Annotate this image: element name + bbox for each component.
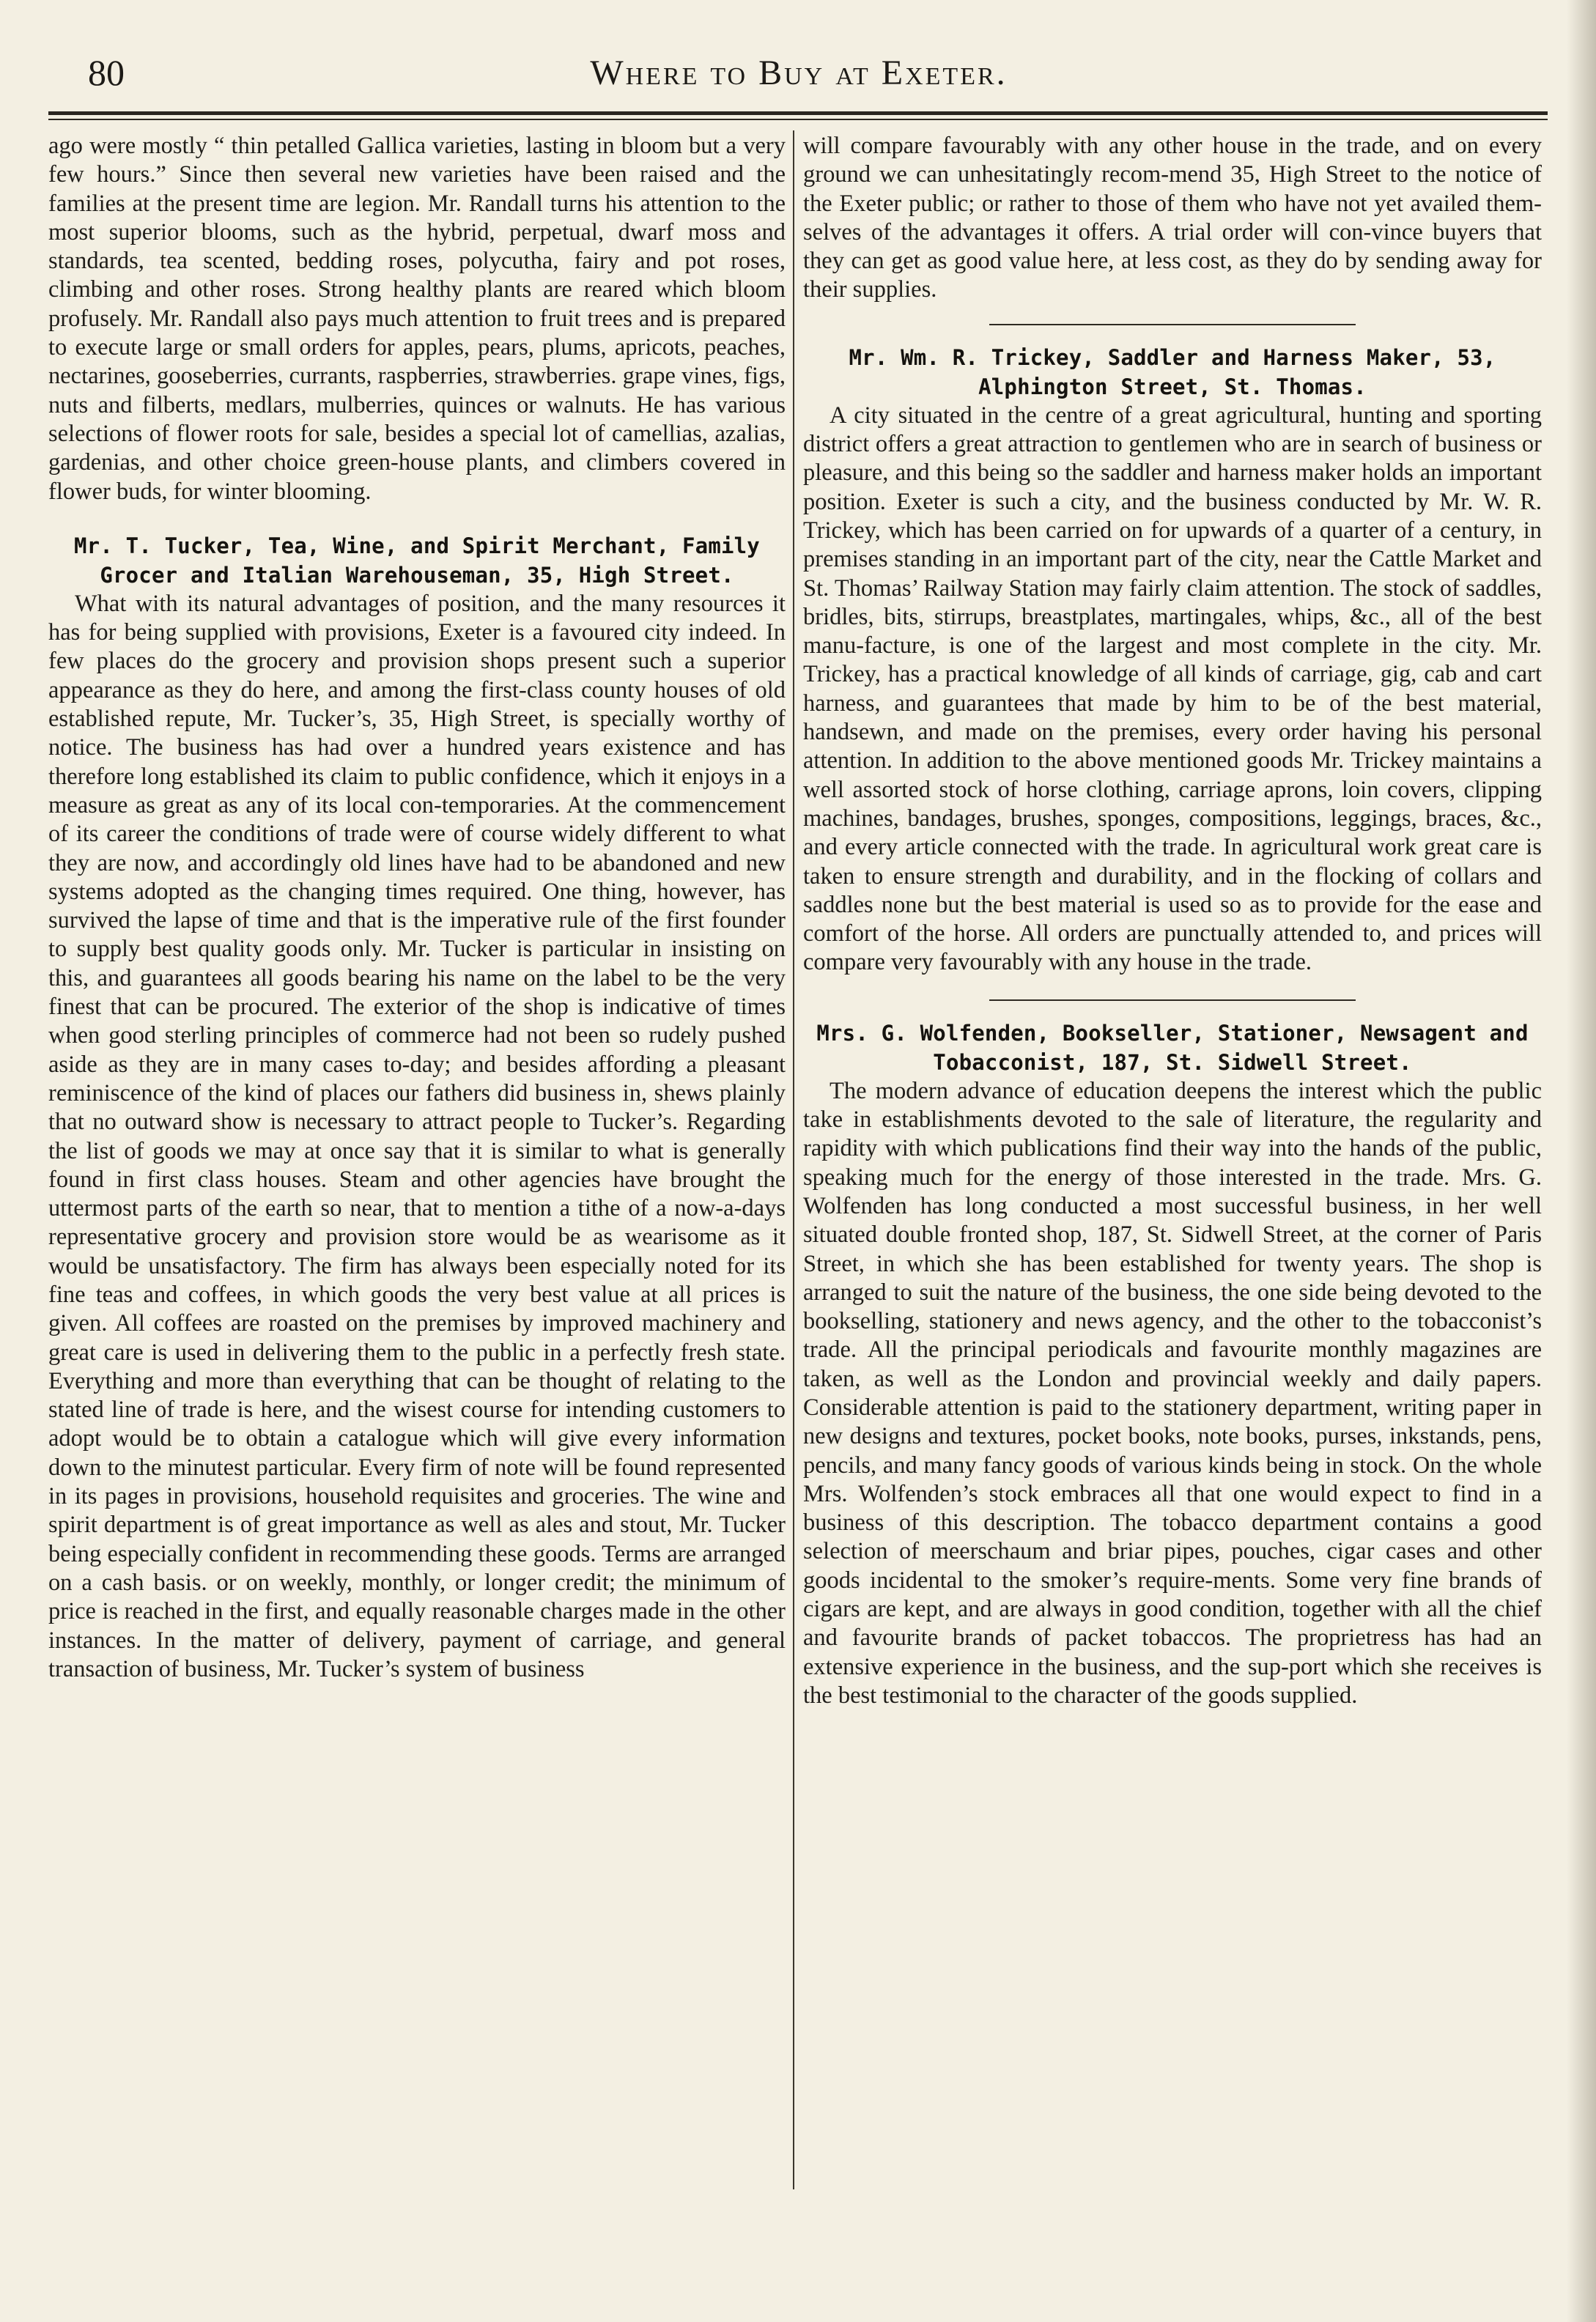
tucker-continued-text: will compare favourably with any other house in the trade, and on every ground we can unhesitatingly recom-mend 35, High Street to the notice of the Exeter public; or rather to those of them who have not yet availed them-selves of the advantages it offers. A trial order will con-vince buyers that they can get as good value here, at less cost, as they do by sending away for their supplies. [803, 133, 1542, 303]
header-rule-thick [48, 111, 1548, 115]
right-column [803, 132, 1542, 1710]
tucker-heading: Mr. T. Tucker, Tea, Wine, and Spirit Merchant, Family Grocer and Italian Warehouseman, 35, High Street. [74, 533, 760, 588]
page-number: 80 [88, 52, 125, 93]
left-column [48, 132, 786, 1684]
page-edge-shadow [1567, 0, 1596, 2322]
wolfenden-heading: Mrs. G. Wolfenden, Bookseller, Stationer, Newsagent and Tobacconist, 187, St. Sidwell Street. [816, 1020, 1529, 1075]
trickey-heading: Mr. Wm. R. Trickey, Saddler and Harness Maker, 53, Alphington Street, St. Thomas. [849, 344, 1496, 399]
tucker-body: What with its natural advantages of position, and the many resources it has for being supplied with provisions, Exeter is a favoured city indeed. In few places do the grocery and provision shops present such a superior appearance as they do here, and among the first-class county houses of old established repute, Mr. Tucker’s, 35, High Street, is specially worthy of notice. The business has had over a hundred years existence and has therefore long established its claim to public confidence, which it enjoys in a measure as great as any of its local con-temporaries. At the commencement of its career the conditions of trade were of course widely different to what they are now, and accordingly old lines have had to be abandoned and new systems adopted as the changing times required. One thing, however, has survived the lapse of time and that is the imperative rule of the first founder to supply best quality goods only. Mr. Tucker is particular in insisting on this, and guarantees all goods bearing his name on the label to be the very finest that can be procured. The exterior of the shop is indicative of times when good sterling principles of commerce had not been so rudely pushed aside as they are in many cases to-day; and besides affording a pleasant reminiscence of the kind of places our fathers did business in, shews plainly that no outward show is necessary to attract people to Tucker’s. Regarding the list of goods we may at once say that it is similar to what is generally found in first class houses. Steam and other agencies have brought the uttermost parts of the earth so near, that to mention a tithe of a now-a-days representative grocery and provision store would be as wearisome as it would be unsatisfactory. The firm has always been especially noted for its fine teas and coffees, in which goods the very best value at all prices is given. All coffees are roasted on the premises by improved machinery and great care is used in delivering them to the public in a perfectly fresh state. Everything and more than everything that can be thought of relating to the stated line of trade is here, and the wisest course for intending customers to adopt would be to obtain a catalogue which will give every information down to the minutest particular. Every firm of note will be found represented in its pages in provisions, household requisites and groceries. The wine and spirit department is of great importance as well as ales and stout, Mr. Tucker being especially confident in recommending these goods. Terms are arranged on a cash basis. or on weekly, monthly, or longer credit; the minimum of price is reached in the first, and equally reasonable charges made in the other instances. In the matter of delivery, payment of carriage, and general transaction of business, Mr. Tucker’s system of business [48, 590, 786, 1682]
running-title: Where to Buy at Exeter. [590, 53, 1008, 92]
page-header [51, 44, 1546, 103]
wolfenden-body: The modern advance of education deepens the interest which the public take in establishments devoted to the sale of literature, the regularity and rapidity with which publications find their way into the hands of the public, speaking much for the energy of those interested in the trade. Mrs. G. Wolfenden has long conducted a most successful business, in her well situated double fronted shop, 187, St. Sidwell Street, at the corner of Paris Street, in which she has been established for twenty years. The shop is arranged to suit the nature of the business, the one side being devoted to the bookselling, stationery and news agency, and the other to the tobacconist’s trade. All the principal periodicals and favourite monthly magazines are taken, as well as the London and provincial weekly and daily papers. Considerable attention is paid to the stationery department, writing paper in new designs and textures, pocket books, note books, purses, inkstands, pens, pencils, and many fancy goods of various kinds being in stock. On the whole Mrs. Wolfenden’s stock embraces all that one would expect to find in a business of this description. The tobacco department contains a good selection of meerschaum and briar pipes, pouches, cigar cases and other goods incidental to the smoker’s require-ments. Some very fine brands of cigars are kept, and are always in good condition, together with all the chief and favourite brands of packet tobaccos. The proprietress has had an extensive experience in the business, and the sup-port which she receives is the best testimonial to the character of the goods supplied. [803, 1077, 1542, 1709]
randall-continued-text: ago were mostly “ thin petalled Gallica varieties, lasting in bloom but a very few hours.” Since then several new varieties have been raised and the families at the present time are legion. Mr. Randall turns his attention to the most superior blooms, such as the hybrid, perpetual, dwarf moss and standards, tea scented, bedding roses, polycutha, fairy and pot roses, climbing and other roses. Strong healthy plants are reared which bloom profusely. Mr. Randall also pays much attention to fruit trees and is prepared to execute large or small orders for apples, pears, plums, apricots, peaches, nectarines, gooseberries, currants, raspberries, strawberries. grape vines, figs, nuts and filberts, medlars, mulberries, quinces or walnuts. He has various selections of flower roots for sale, besides a special lot of camellias, azalias, gardenias, and other choice green-house plants, and climbers covered in flower buds, for winter blooming. [48, 133, 786, 505]
column-divider [793, 130, 794, 2189]
header-rule-thin [48, 119, 1548, 120]
trickey-body: A city situated in the centre of a great agricultural, hunting and sporting district offers a great attraction to gentlemen who are in search of business or pleasure, and this being so the saddler and harness maker holds an important position. Exeter is such a city, and the business conducted by Mr. W. R. Trickey, which has been carried on for upwards of a quarter of a century, in premises standing in an important part of the city, near the Cattle Market and St. Thomas’ Railway Station may fairly claim attention. The stock of saddles, bridles, bits, stirrups, breastplates, martingales, whips, &c., all of the best manu-facture, is one of the largest and most complete in the city. Mr. Trickey, has a practical knowledge of all kinds of carriage, gig, cab and cart harness, and guarantees that made by him to be of the best material, handsewn, and made on the premises, every order having his personal attention. In addition to the above mentioned goods Mr. Trickey maintains a well assorted stock of horse clothing, carriage aprons, loin covers, clipping machines, bandages, brushes, sponges, compositions, leggings, braces, &c., and every article connected with the trade. In agricultural work great care is taken to ensure strength and durability, and in the flocking of collars and saddles none but the best material is used so as to provide for the ease and comfort of the horse. All orders are punctually attended to, and prices will compare very favourably with any house in the trade. [803, 402, 1542, 976]
